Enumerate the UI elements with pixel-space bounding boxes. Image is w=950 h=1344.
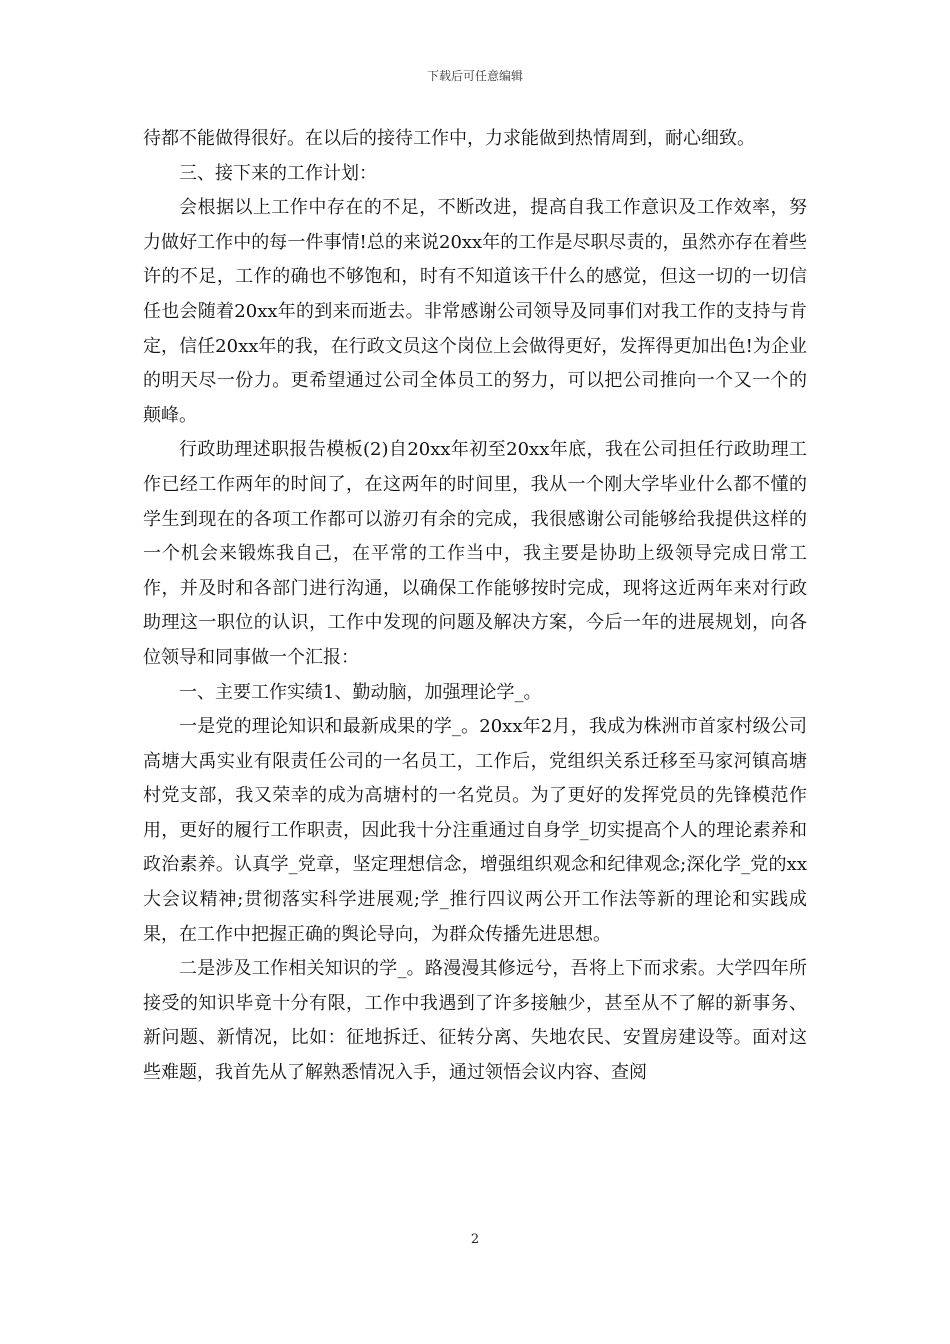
paragraph: 行政助理述职报告模板(2)自20xx年初至20xx年底，我在公司担任行政助理工作已经工作两年的时间了，在这两年的时间里，我从一个刚大学毕业什么都不懂的学生到现在的各项工作都可以游刃有余的完成，我很感谢公司能够给我提供这样的一个机会来锻炼我自己，在平常的工作当中，我主要是协助上级领导完成日常工作，并及时和各部门进行沟通，以确保工作能够按时完成，现将这近两年来对行政助理这一职位的认识，工作中发现的问题及解决方案，今后一年的进展规划，向各位领导和同事做一个汇报：: [143, 439, 807, 668]
section-heading: 三、接下来的工作计划：: [179, 162, 377, 184]
paragraph: 待都不能做得很好。在以后的接待工作中，力求能做到热情周到，耐心细致。: [143, 128, 755, 149]
paragraph: 二是涉及工作相关知识的学_。路漫漫其修远兮，吾将上下而求索。大学四年所接受的知识毕竟十分有限，工作中我遇到了许多接触少，甚至从不了解的新事务、新问题、新情况，比如：征地拆迁、征转分离、失地农民、安置房建设等。面对这些难题，我首先从了解熟悉情况入手，通过领悟会议内容、查阅: [143, 958, 807, 1084]
paragraph: 一是党的理论知识和最新成果的学_。20xx年2月，我成为株洲市首家村级公司高塘大禹实业有限责任公司的一名员工，工作后，党组织关系迁移至马家河镇高塘村党支部，我又荣幸的成为高塘村的一名党员。为了更好的发挥党员的先锋模范作用，更好的履行工作职责，因此我十分注重通过自身学_切实提高个人的理论素养和政治素养。认真学_党章，坚定理想信念，增强组织观念和纪律观念;深化学_党的xx大会议精神;贯彻落实科学进展观;学_推行四议两公开工作法等新的理论和实践成果，在工作中把握正确的舆论导向，为群众传播先进思想。: [143, 716, 807, 945]
page-header: 下载后可任意编辑: [426, 69, 523, 83]
paragraph: 会根据以上工作中存在的不足，不断改进，提高自我工作意识及工作效率，努力做好工作中的每一件事情!总的来说20xx年的工作是尽职尽责的，虽然亦存在着些许的不足，工作的确也不够饱和，时有不知道该干什么的感觉，但这一切的一切信任也会随着20xx年的到来而逝去。非常感谢公司领导及同事们对我工作的支持与肯定，信任20xx年的我，在行政文员这个岗位上会做得更好，发挥得更加出色!为企业的明天尽一份力。更希望通过公司全体员工的努力，可以把公司推向一个又一个的颠峰。: [143, 197, 807, 426]
document-body: [143, 122, 807, 1091]
section-heading: 一、主要工作实绩1、勤动脑，加强理论学_。: [179, 681, 542, 703]
page-number: 2: [470, 1232, 480, 1247]
